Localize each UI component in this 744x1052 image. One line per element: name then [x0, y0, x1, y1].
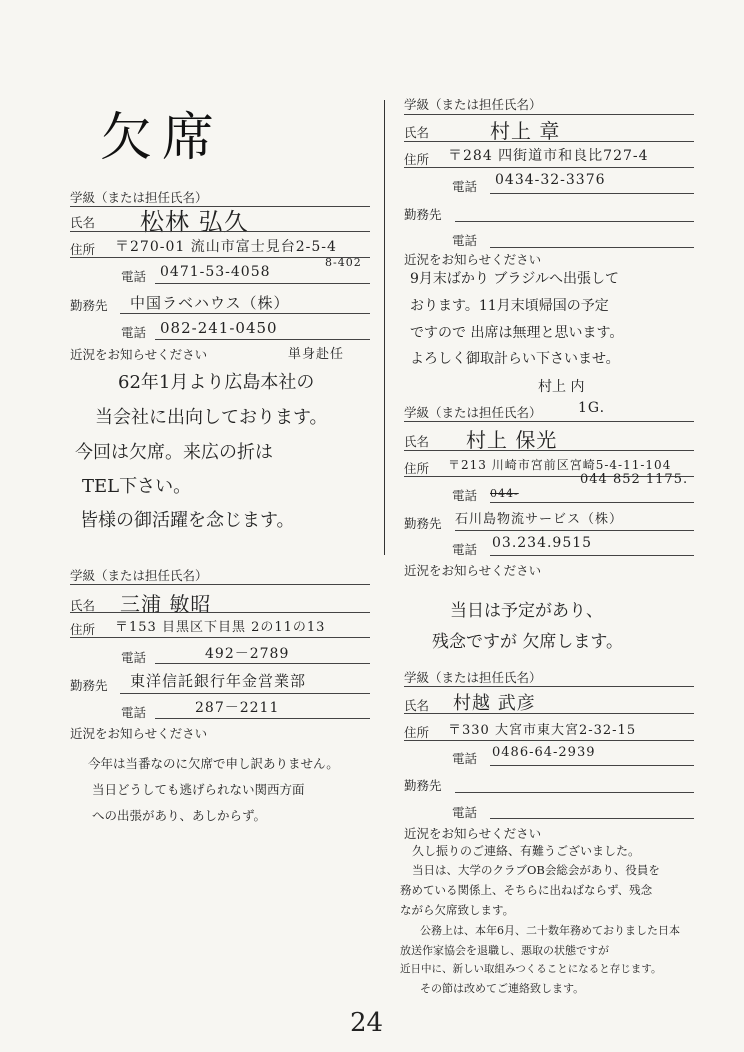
news-line: 公務上は、本年6月、二十数年務めておりました日本 — [420, 924, 680, 937]
news-line: おります。11月末頃帰国の予定 — [410, 298, 609, 314]
work-phone-label: 電話 — [121, 705, 147, 720]
grade-label: 学級（または担任氏名） — [404, 97, 542, 112]
work-phone-line — [155, 339, 370, 340]
news-label: 近況をお知らせください — [404, 826, 542, 841]
work-line — [455, 221, 694, 222]
phone-value: 492－2789 — [205, 646, 290, 662]
news-line: その節は改めてご連絡致します。 — [420, 982, 585, 995]
phone-value: 0434-32-3376 — [495, 172, 606, 188]
news-line: 9月末ばかり ブラジルへ出張して — [410, 271, 620, 287]
name-label: 氏名 — [70, 215, 96, 230]
address-value: 〒330 大宮市東大宮2-32-15 — [448, 723, 637, 738]
news-label: 近況をお知らせください — [70, 347, 208, 362]
news-line: 近日中に、新しい取組みつくることになると存じます。 — [400, 963, 662, 975]
address-line — [404, 167, 694, 168]
phone-value: 0471-53-4058 — [160, 264, 271, 280]
phone-label: 電話 — [121, 650, 147, 665]
work-label: 勤務先 — [404, 207, 442, 222]
grade-label: 学級（または担任氏名） — [70, 568, 208, 583]
address-label: 住所 — [404, 461, 430, 476]
work-line — [455, 530, 694, 531]
side-note: 単身赴任 — [288, 347, 345, 362]
address-label: 住所 — [70, 622, 96, 637]
phone-line — [155, 283, 370, 284]
address-value: 〒270-01 流山市富士見台2-5-4 — [115, 239, 337, 255]
grade-line — [404, 686, 694, 687]
address-extra: 8-402 — [325, 256, 362, 269]
work-phone-line — [490, 555, 694, 556]
phone-label: 電話 — [452, 488, 478, 503]
name-value: 三浦 敏昭 — [120, 592, 212, 616]
name-value: 村越 武彦 — [453, 693, 536, 714]
news-line: 今回は欠席。来広の折は — [75, 442, 273, 463]
name-value: 松林 弘久 — [140, 208, 249, 236]
name-label: 氏名 — [404, 434, 430, 449]
news-line: 当日は、大学のクラブOB会総会があり、役員を — [412, 863, 660, 877]
work-label: 勤務先 — [404, 778, 442, 793]
name-value: 村上 保光 — [466, 428, 558, 452]
signature: 村上 内 — [538, 379, 585, 395]
news-line: 放送作家協会を退職し、悪取の状態ですが — [400, 944, 609, 957]
work-phone-label: 電話 — [452, 805, 478, 820]
work-line — [120, 693, 370, 694]
news-line: 当会社に出向しております。 — [95, 407, 328, 428]
news-line: 今年は当番なのに欠席で申し訳ありません。 — [88, 756, 339, 771]
news-line: ですので 出席は無理と思います。 — [410, 325, 624, 341]
address-line — [404, 740, 694, 741]
address-value: 〒153 目黒区下目黒 2の11の13 — [115, 620, 326, 635]
grade-line — [70, 584, 370, 585]
page-title: 欠席 — [100, 108, 225, 168]
work-line — [120, 313, 370, 314]
work-label: 勤務先 — [70, 298, 108, 313]
news-line: 務めている関係上、そちらに出ねばならず、残念 — [400, 883, 653, 897]
grade-label: 学級（または担任氏名） — [70, 190, 208, 205]
news-line: への出張があり、あしからず。 — [92, 808, 267, 823]
phone-line — [490, 193, 694, 194]
page-number: 24 — [350, 1008, 384, 1038]
phone-old-value: 044- — [490, 487, 519, 500]
phone-label: 電話 — [452, 179, 478, 194]
work-phone-line — [490, 247, 694, 248]
name-label: 氏名 — [70, 598, 96, 613]
name-line — [404, 141, 694, 142]
address-value: 〒213 川崎市宮前区宮崎5-4-11-104 — [448, 458, 672, 472]
address-line — [70, 257, 370, 258]
name-label: 氏名 — [404, 698, 430, 713]
phone-line — [490, 502, 694, 503]
news-line: 残念ですが 欠席します。 — [432, 632, 624, 652]
address-label: 住所 — [70, 242, 96, 257]
news-line: 当日は予定があり、 — [450, 601, 603, 621]
work-value: 石川島物流サービス（株） — [455, 512, 624, 527]
grade-label: 学級（または担任氏名） — [404, 405, 542, 420]
work-phone-label: 電話 — [452, 542, 478, 557]
work-phone-value: 082-241-0450 — [160, 319, 278, 337]
phone-label: 電話 — [121, 269, 147, 284]
news-line: ながら欠席致します。 — [400, 903, 515, 917]
grade-label: 学級（または担任氏名） — [404, 670, 542, 685]
news-line: 62年1月より広島本社の — [118, 372, 315, 393]
news-line: よろしく御取計らい下さいませ。 — [410, 351, 620, 367]
address-label: 住所 — [404, 152, 430, 167]
work-phone-line — [490, 818, 694, 819]
address-label: 住所 — [404, 725, 430, 740]
grade-value: 1G. — [578, 400, 606, 416]
column-divider — [384, 100, 385, 555]
news-line: 当日どうしても逃げられない関西方面 — [92, 782, 305, 797]
work-phone-label: 電話 — [121, 325, 147, 340]
name-line — [70, 231, 370, 232]
news-label: 近況をお知らせください — [70, 726, 208, 741]
work-label: 勤務先 — [70, 678, 108, 693]
phone-line — [155, 663, 370, 664]
news-line: 久し振りのご連絡、有難うございました。 — [412, 844, 641, 858]
phone-value: 0486-64-2939 — [492, 745, 596, 760]
name-line — [404, 450, 694, 451]
news-line: 皆様の御活躍を念じます。 — [80, 510, 295, 531]
address-value: 〒284 四街道市和良比727-4 — [448, 148, 649, 164]
news-line: TEL下さい。 — [82, 476, 192, 497]
name-line — [70, 612, 370, 613]
phone-line — [490, 765, 694, 766]
news-label: 近況をお知らせください — [404, 563, 542, 578]
work-label: 勤務先 — [404, 516, 442, 531]
phone-value: 044 852 1175. — [580, 472, 689, 487]
work-phone-line — [155, 718, 370, 719]
phone-label: 電話 — [452, 751, 478, 766]
address-line — [70, 637, 370, 638]
work-value: 中国ラベハウス（株） — [130, 294, 290, 312]
work-line — [455, 792, 694, 793]
name-value: 村上 章 — [490, 119, 561, 143]
news-label: 近況をお知らせください — [404, 252, 542, 267]
work-phone-value: 287－2211 — [195, 700, 280, 716]
name-line — [404, 713, 694, 714]
work-phone-value: 03.234.9515 — [492, 535, 593, 551]
grade-line — [404, 421, 694, 422]
work-value: 東洋信託銀行年金営業部 — [130, 672, 307, 690]
name-label: 氏名 — [404, 125, 430, 140]
work-phone-label: 電話 — [452, 233, 478, 248]
